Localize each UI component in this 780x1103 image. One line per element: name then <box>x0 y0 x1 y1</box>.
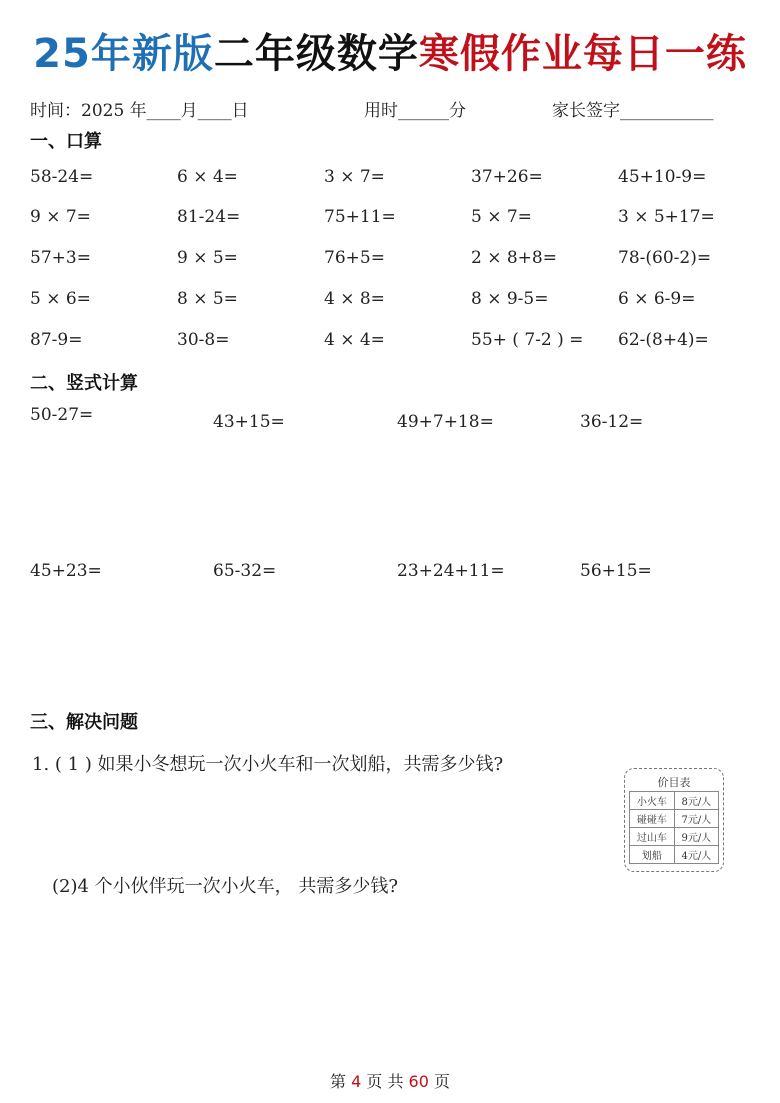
price-row <box>630 846 719 864</box>
ride-name: 小火车 <box>630 792 675 810</box>
mental-item: 5 × 6= <box>30 289 91 309</box>
mental-item: 4 × 8= <box>324 289 385 309</box>
parent-signature-field: 家长签字___________ <box>552 101 714 121</box>
price-table-title: 价目表 <box>630 773 719 792</box>
mental-item: 62-(8+4)= <box>618 330 709 350</box>
mental-item: 8 × 9-5= <box>471 289 549 309</box>
mental-item: 9 × 5= <box>177 248 238 268</box>
mental-item: 8 × 5= <box>177 289 238 309</box>
mental-item: 58-24= <box>30 167 94 187</box>
title-part-year: 25年新版 <box>33 31 214 77</box>
page-footer <box>0 1069 780 1092</box>
mental-item: 6 × 6-9= <box>618 289 696 309</box>
mental-item: 81-24= <box>177 207 241 227</box>
mental-item: 4 × 4= <box>324 330 385 350</box>
vertical-item: 49+7+18= <box>397 412 494 432</box>
vertical-item: 65-32= <box>213 561 277 581</box>
mental-item: 87-9= <box>30 330 83 350</box>
footer-suffix: 页 <box>434 1072 451 1091</box>
mental-item: 30-8= <box>177 330 230 350</box>
ride-price: 7元/人 <box>674 810 718 828</box>
price-row <box>630 828 719 846</box>
duration-field: 用时______分 <box>364 101 466 121</box>
title-part-practice: 寒假作业每日一练 <box>418 31 747 77</box>
ride-price: 9元/人 <box>674 828 718 846</box>
mental-item: 76+5= <box>324 248 385 268</box>
mental-item: 5 × 7= <box>471 207 532 227</box>
vertical-item: 43+15= <box>213 412 285 432</box>
price-table <box>624 768 724 872</box>
mental-item: 3 × 7= <box>324 167 385 187</box>
mental-item: 55+ ( 7-2 ) = <box>471 330 584 350</box>
mental-item: 78-(60-2)= <box>618 248 712 268</box>
current-page-number: 4 <box>351 1072 362 1091</box>
page-title <box>0 22 780 79</box>
section-vertical-calc: 二、竖式计算 <box>30 373 138 394</box>
price-row <box>630 810 719 828</box>
ride-price: 8元/人 <box>674 792 718 810</box>
ride-name: 过山车 <box>630 828 675 846</box>
vertical-item: 36-12= <box>580 412 644 432</box>
mental-item: 75+11= <box>324 207 396 227</box>
mental-item: 9 × 7= <box>30 207 91 227</box>
vertical-item: 23+24+11= <box>397 561 505 581</box>
vertical-item: 50-27= <box>30 405 94 425</box>
footer-mid: 页 共 <box>366 1072 404 1091</box>
title-part-grade: 二年级数学 <box>213 31 419 77</box>
total-pages-number: 60 <box>408 1072 429 1091</box>
mental-item: 37+26= <box>471 167 543 187</box>
footer-prefix: 第 <box>329 1072 346 1091</box>
mental-item: 2 × 8+8= <box>471 248 557 268</box>
price-row <box>630 792 719 810</box>
mental-item: 57+3= <box>30 248 91 268</box>
ride-name: 碰碰车 <box>630 810 675 828</box>
section-word-problems: 三、解决问题 <box>30 712 138 733</box>
section-mental-math: 一、口算 <box>30 131 102 152</box>
ride-name: 划船 <box>630 846 675 864</box>
mental-item: 6 × 4= <box>177 167 238 187</box>
ride-price: 4元/人 <box>674 846 718 864</box>
vertical-item: 45+23= <box>30 561 102 581</box>
date-field: 时间：2025 年____月____日 <box>30 101 249 121</box>
mental-item: 3 × 5+17= <box>618 207 715 227</box>
word-problem-2: (2)4 个小伙伴玩一次小火车， 共需多少钱? <box>52 876 399 897</box>
mental-item: 45+10-9= <box>618 167 707 187</box>
word-problem-1: 1. ( 1 ) 如果小冬想玩一次小火车和一次划船，共需多少钱? <box>32 754 504 775</box>
vertical-item: 56+15= <box>580 561 652 581</box>
